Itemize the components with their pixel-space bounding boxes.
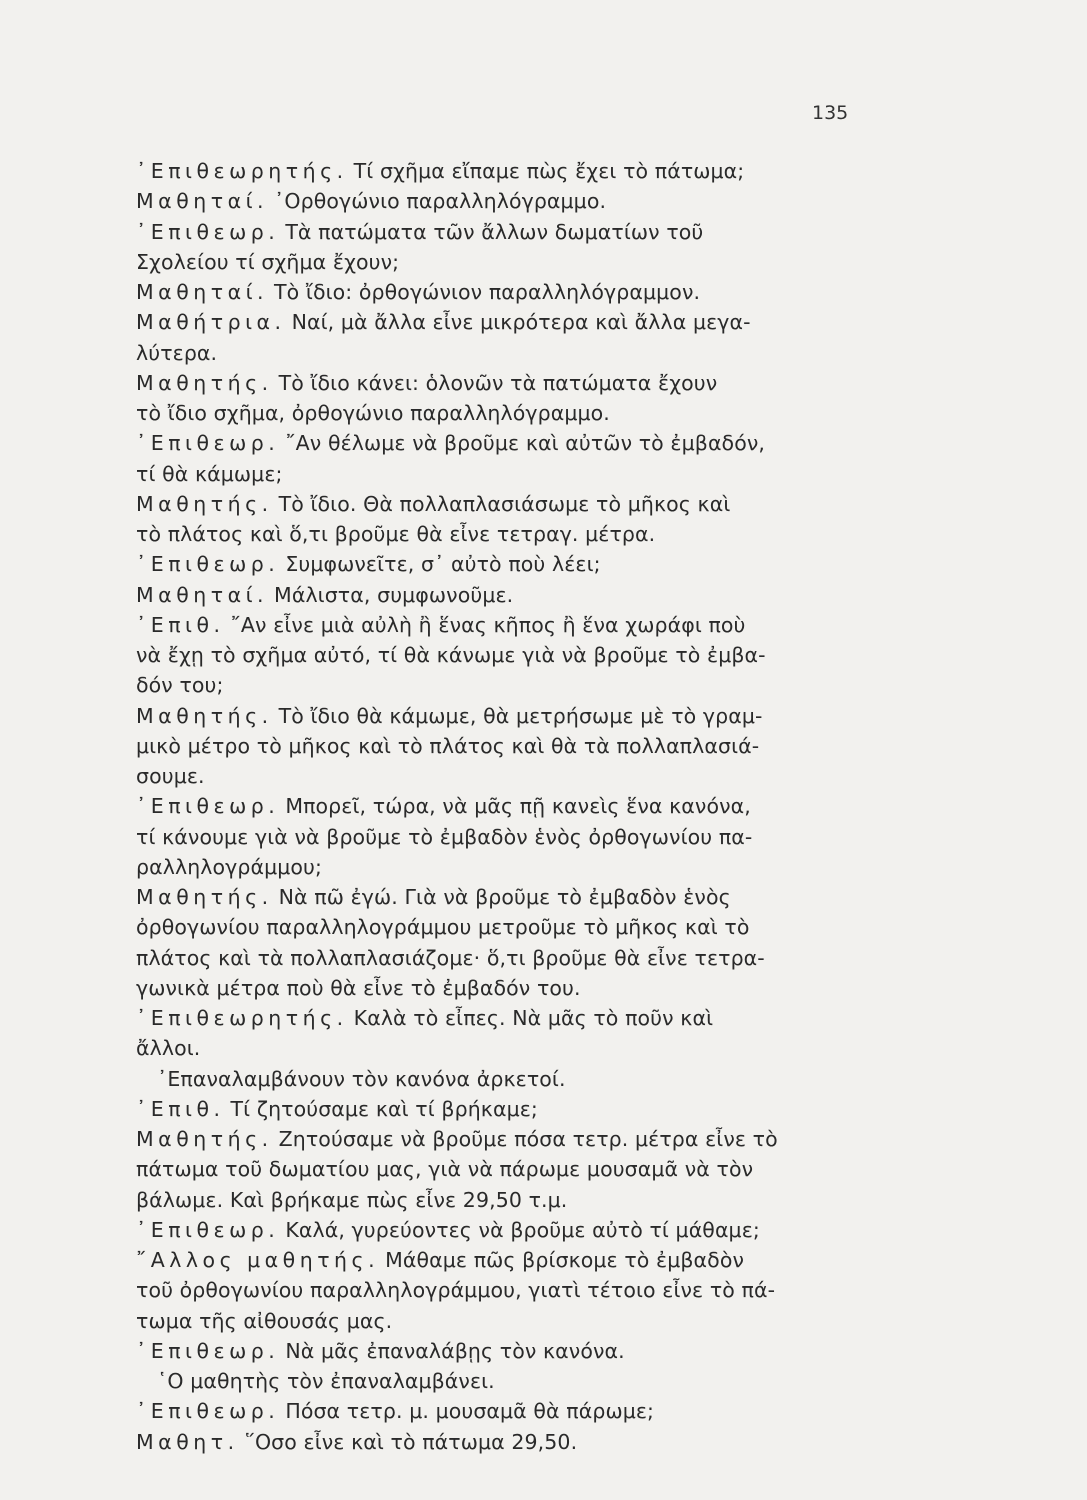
- text-line: [136, 912, 896, 942]
- text-line: [136, 549, 896, 579]
- speaker-label: ᾿Επιθεωρητής.: [136, 1006, 348, 1030]
- text-line: [136, 307, 896, 337]
- speaker-label: Μαθητής.: [136, 491, 273, 516]
- text-line: [136, 1185, 896, 1215]
- line-text: τωμα τῆς αἰθουσάς μας.: [136, 1308, 393, 1333]
- speaker-label: Μαθήτρια.: [136, 310, 286, 335]
- line-text: τοῦ ὀρθογωνίου παραλληλογράμμου, γιατὶ τέτοιο εἶνε τὸ πά-: [136, 1278, 776, 1303]
- line-text: ᾿Επαναλαμβάνουν τὸν κανόνα ἀρκετοί.: [157, 1066, 566, 1091]
- text-line: [136, 1336, 896, 1366]
- speaker-label: Μαθηταί.: [136, 189, 269, 214]
- line-text: τὸ ἴδιο σχῆμα, ὀρθογώνιο παραλληλόγραμμο.: [136, 401, 610, 425]
- speaker-label: Μαθητής.: [136, 703, 273, 728]
- line-text: μικὸ μέτρο τὸ μῆκος καὶ τὸ πλάτος καὶ θὰ τὰ πολλαπλασιά-: [136, 733, 760, 758]
- text-line: [136, 1094, 896, 1124]
- line-text: νὰ ἔχῃ τὸ σχῆμα αὐτό, τί θὰ κάνωμε γιὰ νὰ βροῦμε τὸ ἐμβα-: [136, 643, 766, 667]
- line-text: Τὸ ἴδιο: ὀρθογώνιον παραλληλόγραμμον.: [274, 280, 701, 304]
- line-text: Τὰ πατώματα τῶν ἄλλων δωματίων τοῦ: [285, 219, 704, 244]
- speaker-label: ᾿Επιθ.: [136, 1096, 225, 1121]
- line-text: σουμε.: [136, 764, 205, 788]
- line-text: Καλὰ τὸ εἶπες. Νὰ μᾶς τὸ ποῦν καὶ: [353, 1006, 714, 1030]
- text-line: [136, 519, 896, 549]
- text-line: [136, 731, 896, 761]
- text-line: [136, 1003, 896, 1033]
- line-text: πάτωμα τοῦ δωματίου μας, γιὰ νὰ πάρωμε μουσαμᾶ νὰ τὸν: [136, 1157, 754, 1182]
- line-text: δόν του;: [136, 673, 224, 698]
- line-text: ἄλλοι.: [136, 1036, 201, 1061]
- line-text: τὸ πλάτος καὶ ὅ,τι βροῦμε θὰ εἶνε τετραγ. μέτρα.: [136, 522, 656, 546]
- line-text: πλάτος καὶ τὰ πολλαπλασιάζομε· ὅ,τι βροῦμε θὰ εἶνε τετρα-: [136, 945, 765, 970]
- text-line: [136, 852, 896, 882]
- line-text: Τὸ ἴδιο κάνει: ὁλονῶν τὰ πατώματα ἔχουν: [278, 370, 718, 395]
- text-line: [136, 1154, 896, 1184]
- text-line: [136, 338, 896, 368]
- text-line: [136, 1427, 896, 1457]
- text-line: [136, 156, 896, 186]
- text-line: [136, 1275, 896, 1305]
- text-line: [136, 973, 896, 1003]
- line-text: ῞Οσο εἶνε καὶ τὸ πάτωμα 29,50.: [244, 1429, 578, 1454]
- line-text: Σχολείου τί σχῆμα ἔχουν;: [136, 249, 400, 274]
- speaker-label: Μαθηταί.: [136, 582, 269, 607]
- text-line: [136, 1064, 896, 1094]
- line-text: βάλωμε. Καὶ βρήκαμε πὼς εἶνε 29,50 τ.μ.: [136, 1187, 568, 1212]
- line-text: Καλά, γυρεύοντες νὰ βροῦμε αὐτὸ τί μάθαμε;: [285, 1217, 760, 1242]
- text-line: [136, 1245, 896, 1275]
- speaker-label: ᾿Επιθεωρ.: [136, 552, 280, 577]
- line-text: Νὰ μᾶς ἐπαναλάβῃς τὸν κανόνα.: [285, 1338, 625, 1363]
- text-line: [136, 580, 896, 610]
- text-line: [136, 217, 896, 247]
- line-text: ῎Αν εἶνε μιὰ αὐλὴ ἢ ἕνας κῆπος ἢ ἕνα χωράφι ποὺ: [230, 612, 746, 637]
- text-line: [136, 247, 896, 277]
- speaker-label: ᾿Επιθεωρ.: [136, 431, 280, 456]
- line-text: Μάλιστα, συμφωνοῦμε.: [274, 582, 514, 607]
- line-text: Πόσα τετρ. μ. μουσαμᾶ θὰ πάρωμε;: [285, 1399, 655, 1424]
- speaker-label: ᾿Επιθεωρ.: [136, 1338, 280, 1363]
- speaker-label: ᾿Επιθεωρ.: [136, 219, 280, 244]
- speaker-label: ᾿Επιθ.: [136, 612, 225, 637]
- text-line: [136, 640, 896, 670]
- speaker-label: Μαθητ.: [136, 1429, 239, 1454]
- text-line: [136, 1215, 896, 1245]
- text-line: [136, 1366, 896, 1396]
- text-line: [136, 943, 896, 973]
- text-line: [136, 761, 896, 791]
- speaker-label: ᾿Επιθεωρ.: [136, 1399, 280, 1424]
- text-line: [136, 186, 896, 216]
- speaker-label: Μαθητής.: [136, 370, 273, 395]
- line-text: Ναί, μὰ ἄλλα εἶνε μικρότερα καὶ ἄλλα μεγα-: [291, 310, 751, 335]
- line-text: Ζητούσαμε νὰ βροῦμε πόσα τετρ. μέτρα εἶνε τὸ: [278, 1127, 778, 1151]
- dialogue-text: [136, 156, 896, 1457]
- text-line: [136, 822, 896, 852]
- page-number: 135: [812, 102, 849, 124]
- line-text: ᾿Ορθογώνιο παραλληλόγραμμο.: [274, 189, 607, 214]
- text-line: [136, 459, 896, 489]
- line-text: ραλληλογράμμου;: [136, 854, 323, 879]
- line-text: τί κάνουμε γιὰ νὰ βροῦμε τὸ ἐμβαδὸν ἑνὸς ὀρθογωνίου πα-: [136, 824, 753, 849]
- text-line: [136, 1124, 896, 1154]
- text-line: [136, 701, 896, 731]
- text-line: [136, 368, 896, 398]
- text-line: [136, 791, 896, 821]
- line-text: Τὸ ἴδιο θὰ κάμωμε, θὰ μετρήσωμε μὲ τὸ γραμ-: [278, 703, 763, 728]
- line-text: Τί σχῆμα εἴπαμε πὼς ἔχει τὸ πάτωμα;: [353, 159, 745, 183]
- text-line: [136, 398, 896, 428]
- line-text: Τὸ ἴδιο. Θὰ πολλαπλασιάσωμε τὸ μῆκος καὶ: [278, 491, 731, 516]
- line-text: λύτερα.: [136, 340, 218, 365]
- line-text: τί θὰ κάμωμε;: [136, 461, 283, 486]
- speaker-label: Μαθηταί.: [136, 280, 269, 304]
- text-line: [136, 670, 896, 700]
- text-line: [136, 1396, 896, 1426]
- speaker-label: ῎Αλλος μαθητής.: [136, 1248, 380, 1272]
- speaker-label: Μαθητής.: [136, 1127, 273, 1151]
- line-text: γωνικὰ μέτρα ποὺ θὰ εἶνε τὸ ἐμβαδόν του.: [136, 975, 581, 1000]
- line-text: Συμφωνεῖτε, σ᾿ αὐτὸ ποὺ λέει;: [285, 552, 601, 577]
- speaker-label: ᾿Επιθεωρητής.: [136, 159, 348, 183]
- speaker-label: ᾿Επιθεωρ.: [136, 794, 280, 819]
- text-line: [136, 428, 896, 458]
- speaker-label: Μαθητής.: [136, 885, 273, 909]
- text-line: [136, 882, 896, 912]
- text-line: [136, 1306, 896, 1336]
- line-text: ὀρθογωνίου παραλληλογράμμου μετροῦμε τὸ μῆκος καὶ τὸ: [136, 915, 750, 940]
- text-line: [136, 277, 896, 307]
- text-line: [136, 610, 896, 640]
- line-text: Μάθαμε πῶς βρίσκομε τὸ ἐμβαδὸν: [385, 1248, 745, 1272]
- line-text: ῾Ο μαθητὴς τὸν ἐπαναλαμβάνει.: [157, 1369, 495, 1393]
- text-line: [136, 1033, 896, 1063]
- line-text: Νὰ πῶ ἐγώ. Γιὰ νὰ βροῦμε τὸ ἐμβαδὸν ἑνὸς: [278, 885, 731, 909]
- line-text: Τί ζητούσαμε καὶ τί βρήκαμε;: [230, 1096, 538, 1121]
- text-line: [136, 489, 896, 519]
- line-text: ῎Αν θέλωμε νὰ βροῦμε καὶ αὐτῶν τὸ ἐμβαδόν,: [285, 431, 766, 456]
- line-text: Μπορεῖ, τώρα, νὰ μᾶς πῇ κανεὶς ἕνα κανόνα,: [285, 794, 751, 819]
- speaker-label: ᾿Επιθεωρ.: [136, 1217, 280, 1242]
